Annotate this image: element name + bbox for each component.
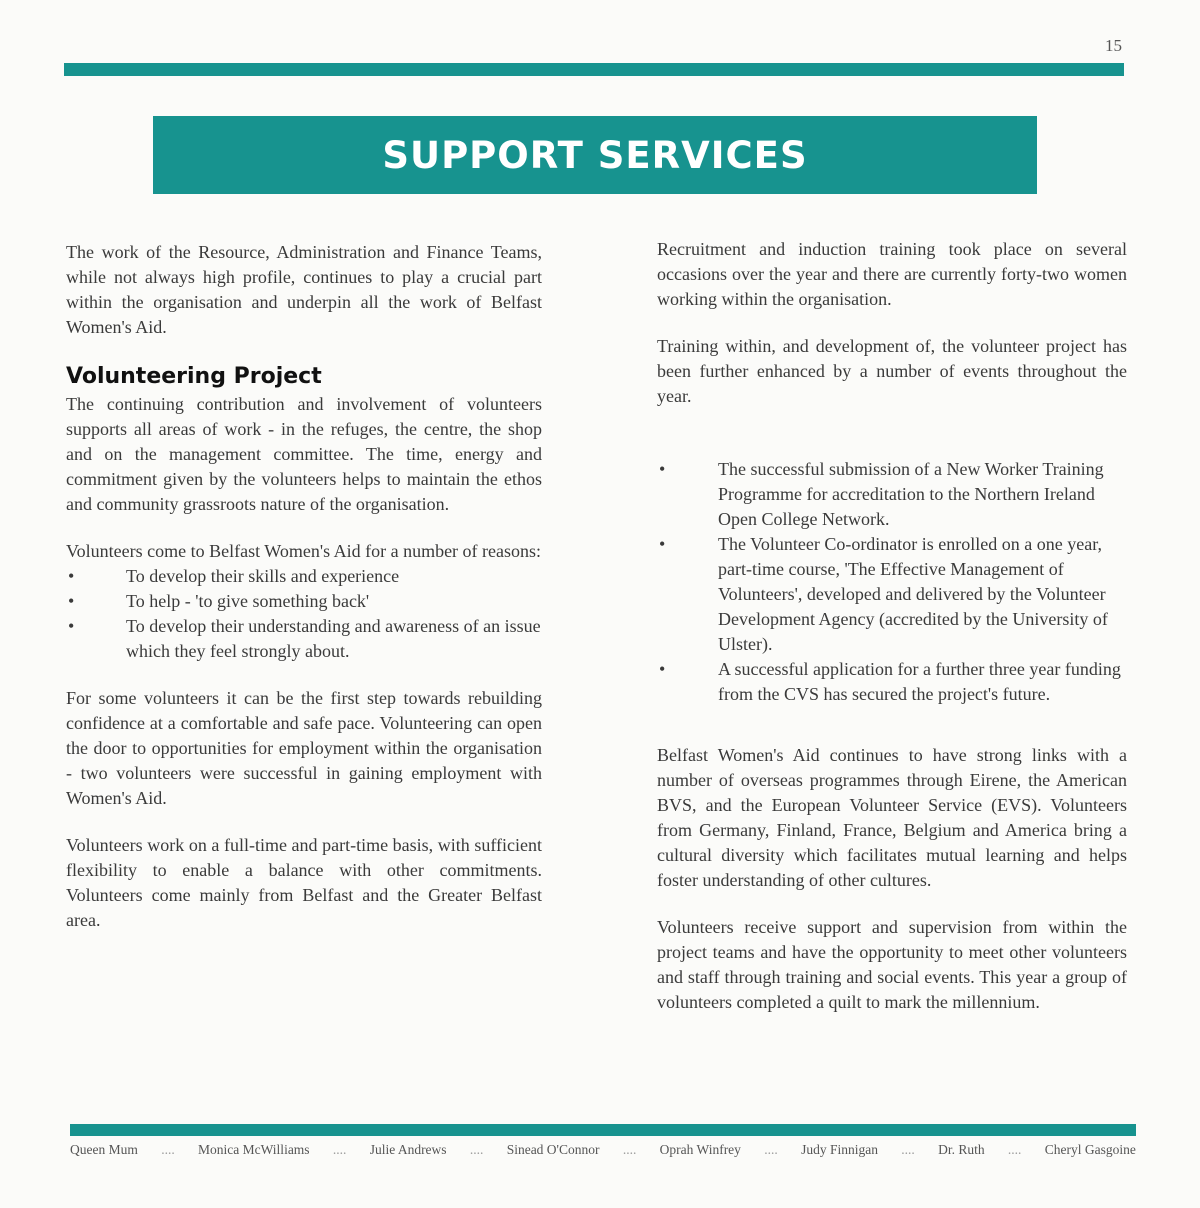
confidence-paragraph: For some volunteers it can be the first step towards rebuilding confidence at a comfortable and safe pace. Volunteering can open the door to opportunities for employment within the organisation - two volunteers were successful in gaining employment with Women's Aid. xyxy=(66,688,542,808)
top-rule xyxy=(64,63,1124,76)
title-banner xyxy=(153,116,1037,194)
footer-separator: .... xyxy=(764,1142,778,1157)
footer-name: Judy Finnigan xyxy=(801,1142,878,1157)
footer-name: Oprah Winfrey xyxy=(659,1142,741,1157)
right-column xyxy=(657,237,1127,1037)
recruitment-paragraph: Recruitment and induction training took place on several occasions over the year and there are currently forty-two women working within the organisation. xyxy=(657,239,1127,309)
section-heading: Volunteering Project xyxy=(66,364,322,389)
list-item: • To help - 'to give something back' xyxy=(66,589,542,614)
footer-separator: .... xyxy=(622,1142,637,1157)
footer-separator: .... xyxy=(469,1142,484,1157)
reasons-intro: Volunteers come to Belfast Women's Aid for a number of reasons: xyxy=(66,541,542,561)
reasons-list xyxy=(66,564,542,664)
list-item: • A successful application for a further three year funding from the CVS has secured the project's future. xyxy=(657,657,1127,707)
list-item: • To develop their skills and experience xyxy=(66,564,542,589)
footer-name: Cheryl Gasgoine xyxy=(1044,1142,1136,1157)
list-item: • The successful submission of a New Worker Training Programme for accreditation to the Northern Ireland Open College Network. xyxy=(657,457,1127,532)
footer-separator: .... xyxy=(332,1142,347,1157)
footer-separator: .... xyxy=(161,1142,175,1157)
overseas-paragraph: Belfast Women's Aid continues to have strong links with a number of overseas programmes through Eirene, the American BVS, and the European Volunteer Service (EVS). Volunteers from Germany, Finland, France, Belgium and America bring a cultural diversity which facilitates mutual learning and helps foster understanding of other cultures. xyxy=(657,745,1127,890)
volunteering-paragraph: The continuing contribution and involvement of volunteers supports all areas of work - in the refuges, the centre, the shop and on the management committee. The time, energy and commitment given by the volunteers helps to maintain the ethos and community grassroots nature of the organisation. xyxy=(66,394,542,514)
support-paragraph: Volunteers receive support and supervision from within the project teams and have the opportunity to meet other volunteers and staff through training and social events. This year a group of volunteers completed a quilt to mark the millennium. xyxy=(657,917,1127,1012)
footer-name: Julie Andrews xyxy=(369,1142,447,1157)
footer-separator: .... xyxy=(1007,1142,1022,1157)
page-title: SUPPORT SERVICES xyxy=(382,133,808,177)
bottom-rule xyxy=(70,1124,1136,1136)
footer-name: Monica McWilliams xyxy=(198,1142,310,1157)
page-number: 15 xyxy=(1105,36,1122,55)
basis-paragraph: Volunteers work on a full-time and part-time basis, with sufficient flexibility to enable a balance with other commitments. Volunteers come mainly from Belfast and the Greater Belfast area. xyxy=(66,835,542,930)
footer-name: Queen Mum xyxy=(70,1142,138,1157)
footer-name: Sinead O'Connor xyxy=(506,1142,600,1157)
intro-paragraph: The work of the Resource, Administration and Finance Teams, while not always high profile, continues to play a crucial part within the organisation and underpin all the work of Belfast Women's Aid. xyxy=(66,242,542,337)
training-paragraph: Training within, and development of, the volunteer project has been further enhanced by a number of events throughout the year. xyxy=(657,336,1127,406)
list-item: • To develop their understanding and awareness of an issue which they feel strongly about. xyxy=(66,614,542,664)
events-list xyxy=(657,457,1127,707)
footer-separator: .... xyxy=(901,1142,915,1157)
footer-name: Dr. Ruth xyxy=(938,1142,985,1157)
left-column xyxy=(66,240,542,955)
footer-names xyxy=(70,1142,1136,1158)
list-item: • The Volunteer Co-ordinator is enrolled on a one year, part-time course, 'The Effective Management of Volunteers', developed and delivered by the Volunteer Development Agency (accredited by the University of Ulster). xyxy=(657,532,1127,657)
